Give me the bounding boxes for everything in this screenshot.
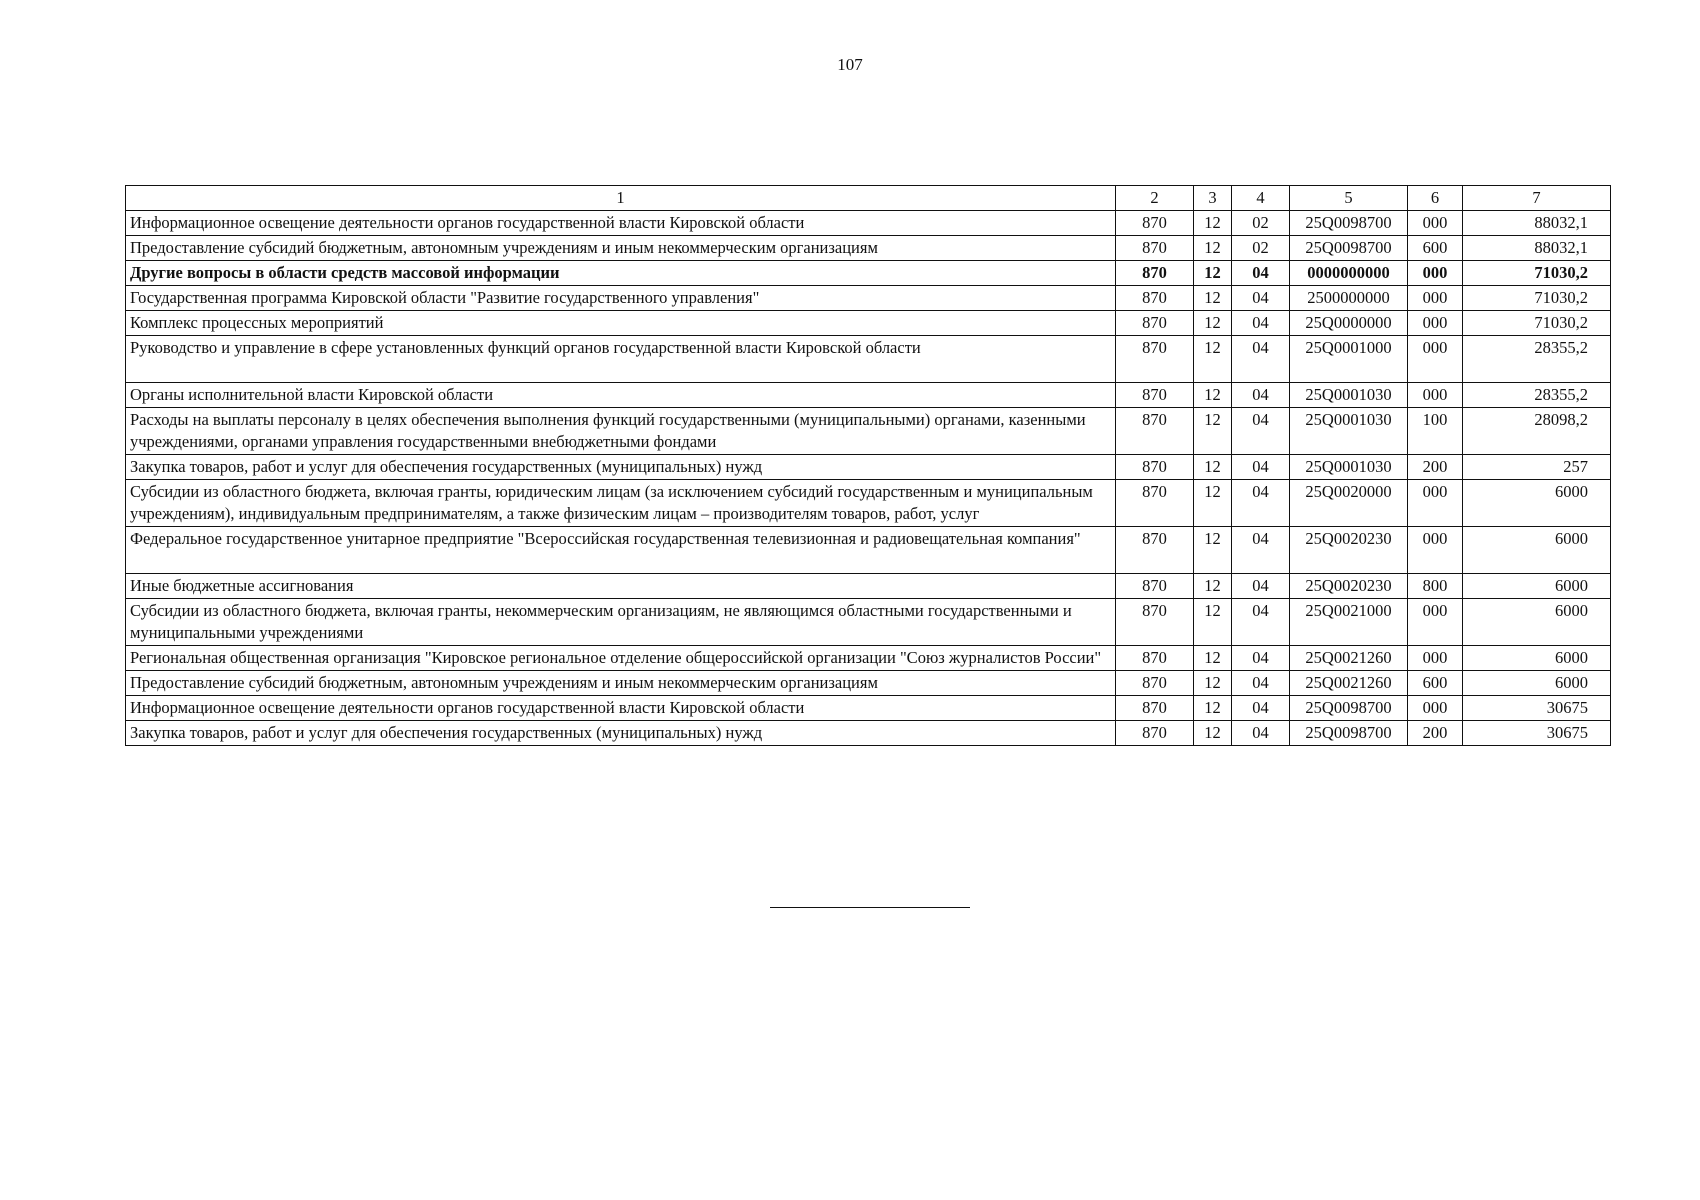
header-row	[126, 186, 1611, 211]
row-col-7: 30675	[1463, 721, 1611, 746]
row-col-2: 870	[1116, 574, 1194, 599]
row-col-2: 870	[1116, 261, 1194, 286]
row-col-5: 25Q0020230	[1290, 527, 1408, 574]
row-col-3: 12	[1194, 599, 1232, 646]
row-name: Информационное освещение деятельности органов государственной власти Кировской области	[126, 696, 1116, 721]
row-col-6: 000	[1408, 383, 1463, 408]
table-row	[126, 455, 1611, 480]
row-col-7: 6000	[1463, 480, 1611, 527]
row-col-7: 71030,2	[1463, 286, 1611, 311]
row-col-2: 870	[1116, 236, 1194, 261]
row-name: Другие вопросы в области средств массовой информации	[126, 261, 1116, 286]
row-col-6: 000	[1408, 599, 1463, 646]
row-col-4: 04	[1232, 336, 1290, 383]
row-col-6: 000	[1408, 286, 1463, 311]
row-col-6: 000	[1408, 480, 1463, 527]
row-col-7: 6000	[1463, 671, 1611, 696]
row-name: Руководство и управление в сфере установленных функций органов государственной власти Кировской области	[126, 336, 1116, 383]
row-col-5: 0000000000	[1290, 261, 1408, 286]
row-col-2: 870	[1116, 599, 1194, 646]
row-col-2: 870	[1116, 646, 1194, 671]
row-col-5: 25Q0021000	[1290, 599, 1408, 646]
row-col-5: 2500000000	[1290, 286, 1408, 311]
table-body	[126, 211, 1611, 746]
row-col-3: 12	[1194, 211, 1232, 236]
row-col-4: 04	[1232, 696, 1290, 721]
row-col-3: 12	[1194, 236, 1232, 261]
row-col-6: 800	[1408, 574, 1463, 599]
row-col-5: 25Q0098700	[1290, 696, 1408, 721]
table-row	[126, 527, 1611, 574]
row-col-3: 12	[1194, 455, 1232, 480]
row-col-2: 870	[1116, 671, 1194, 696]
row-col-4: 04	[1232, 311, 1290, 336]
row-col-5: 25Q0098700	[1290, 236, 1408, 261]
row-col-6: 000	[1408, 527, 1463, 574]
row-col-4: 04	[1232, 527, 1290, 574]
row-col-3: 12	[1194, 646, 1232, 671]
row-col-7: 88032,1	[1463, 236, 1611, 261]
row-col-6: 000	[1408, 211, 1463, 236]
row-col-5: 25Q0001030	[1290, 455, 1408, 480]
row-col-7: 71030,2	[1463, 311, 1611, 336]
row-col-2: 870	[1116, 211, 1194, 236]
row-col-2: 870	[1116, 383, 1194, 408]
row-col-5: 25Q0001030	[1290, 408, 1408, 455]
row-col-7: 30675	[1463, 696, 1611, 721]
row-name: Государственная программа Кировской области "Развитие государственного управления"	[126, 286, 1116, 311]
row-col-7: 88032,1	[1463, 211, 1611, 236]
row-col-2: 870	[1116, 455, 1194, 480]
row-col-3: 12	[1194, 671, 1232, 696]
row-col-3: 12	[1194, 286, 1232, 311]
row-col-3: 12	[1194, 480, 1232, 527]
table-row	[126, 336, 1611, 383]
table-row	[126, 383, 1611, 408]
row-col-7: 71030,2	[1463, 261, 1611, 286]
table-row	[126, 646, 1611, 671]
row-col-2: 870	[1116, 311, 1194, 336]
row-name: Закупка товаров, работ и услуг для обеспечения государственных (муниципальных) нужд	[126, 455, 1116, 480]
header-col-2: 2	[1116, 186, 1194, 211]
header-col-3: 3	[1194, 186, 1232, 211]
table-row	[126, 671, 1611, 696]
row-col-5: 25Q0098700	[1290, 211, 1408, 236]
row-col-3: 12	[1194, 336, 1232, 383]
row-col-6: 600	[1408, 236, 1463, 261]
budget-table	[125, 185, 1611, 746]
table-row	[126, 408, 1611, 455]
row-col-4: 04	[1232, 671, 1290, 696]
row-col-7: 6000	[1463, 574, 1611, 599]
header-col-7: 7	[1463, 186, 1611, 211]
row-col-2: 870	[1116, 527, 1194, 574]
row-name: Предоставление субсидий бюджетным, автономным учреждениям и иным некоммерческим организациям	[126, 671, 1116, 696]
table-row	[126, 696, 1611, 721]
row-name: Федеральное государственное унитарное предприятие "Всероссийская государственная телевизионная и радиовещательная компания"	[126, 527, 1116, 574]
row-col-2: 870	[1116, 408, 1194, 455]
table-row	[126, 261, 1611, 286]
row-col-7: 28355,2	[1463, 336, 1611, 383]
row-col-6: 000	[1408, 646, 1463, 671]
row-col-5: 25Q0098700	[1290, 721, 1408, 746]
row-col-3: 12	[1194, 311, 1232, 336]
row-name: Комплекс процессных мероприятий	[126, 311, 1116, 336]
row-name: Расходы на выплаты персоналу в целях обеспечения выполнения функций государственными (муниципальными) органами, казенными учреждениями, органами управления государственными внебюджетными фондами	[126, 408, 1116, 455]
page-number: 107	[837, 55, 863, 74]
row-col-4: 04	[1232, 261, 1290, 286]
table-row	[126, 599, 1611, 646]
table-row	[126, 211, 1611, 236]
bottom-rule	[770, 907, 970, 908]
table-row	[126, 480, 1611, 527]
row-col-6: 200	[1408, 455, 1463, 480]
row-col-6: 600	[1408, 671, 1463, 696]
row-name: Субсидии из областного бюджета, включая гранты, юридическим лицам (за исключением субсидий государственным и муниципальным учреждениям), индивидуальным предпринимателям, а также физическим лицам – производителям товаров, работ, услуг	[126, 480, 1116, 527]
row-col-2: 870	[1116, 696, 1194, 721]
row-col-5: 25Q0001000	[1290, 336, 1408, 383]
row-col-5: 25Q0021260	[1290, 646, 1408, 671]
row-col-6: 000	[1408, 311, 1463, 336]
row-name: Закупка товаров, работ и услуг для обеспечения государственных (муниципальных) нужд	[126, 721, 1116, 746]
row-col-4: 04	[1232, 383, 1290, 408]
row-name: Органы исполнительной власти Кировской области	[126, 383, 1116, 408]
row-col-2: 870	[1116, 721, 1194, 746]
row-col-4: 04	[1232, 480, 1290, 527]
row-name: Информационное освещение деятельности органов государственной власти Кировской области	[126, 211, 1116, 236]
row-col-5: 25Q0020000	[1290, 480, 1408, 527]
row-col-3: 12	[1194, 721, 1232, 746]
row-col-4: 04	[1232, 574, 1290, 599]
row-name: Региональная общественная организация "Кировское региональное отделение общероссийской организации "Союз журналистов России"	[126, 646, 1116, 671]
row-col-3: 12	[1194, 574, 1232, 599]
row-col-6: 000	[1408, 696, 1463, 721]
row-col-4: 04	[1232, 286, 1290, 311]
table-row	[126, 286, 1611, 311]
row-col-4: 04	[1232, 599, 1290, 646]
row-col-4: 02	[1232, 211, 1290, 236]
table-row	[126, 574, 1611, 599]
header-col-4: 4	[1232, 186, 1290, 211]
row-col-3: 12	[1194, 261, 1232, 286]
row-name: Предоставление субсидий бюджетным, автономным учреждениям и иным некоммерческим организациям	[126, 236, 1116, 261]
row-col-2: 870	[1116, 336, 1194, 383]
row-col-6: 200	[1408, 721, 1463, 746]
row-col-6: 100	[1408, 408, 1463, 455]
row-col-7: 6000	[1463, 646, 1611, 671]
row-col-7: 6000	[1463, 527, 1611, 574]
row-col-3: 12	[1194, 696, 1232, 721]
row-col-5: 25Q0001030	[1290, 383, 1408, 408]
row-col-3: 12	[1194, 383, 1232, 408]
table-row	[126, 236, 1611, 261]
row-col-6: 000	[1408, 261, 1463, 286]
row-col-4: 04	[1232, 646, 1290, 671]
row-col-4: 04	[1232, 455, 1290, 480]
row-col-4: 02	[1232, 236, 1290, 261]
table-row	[126, 311, 1611, 336]
row-col-3: 12	[1194, 408, 1232, 455]
row-col-2: 870	[1116, 286, 1194, 311]
row-col-4: 04	[1232, 408, 1290, 455]
row-col-3: 12	[1194, 527, 1232, 574]
table-row	[126, 721, 1611, 746]
header-col-1: 1	[126, 186, 1116, 211]
row-col-5: 25Q0021260	[1290, 671, 1408, 696]
row-col-5: 25Q0020230	[1290, 574, 1408, 599]
row-col-2: 870	[1116, 480, 1194, 527]
row-col-5: 25Q0000000	[1290, 311, 1408, 336]
row-col-7: 28355,2	[1463, 383, 1611, 408]
header-col-6: 6	[1408, 186, 1463, 211]
row-col-7: 6000	[1463, 599, 1611, 646]
row-col-6: 000	[1408, 336, 1463, 383]
row-col-4: 04	[1232, 721, 1290, 746]
row-col-7: 28098,2	[1463, 408, 1611, 455]
header-col-5: 5	[1290, 186, 1408, 211]
row-col-7: 257	[1463, 455, 1611, 480]
row-name: Субсидии из областного бюджета, включая гранты, некоммерческим организациям, не являющимся областными государственными и муниципальными учреждениями	[126, 599, 1116, 646]
row-name: Иные бюджетные ассигнования	[126, 574, 1116, 599]
